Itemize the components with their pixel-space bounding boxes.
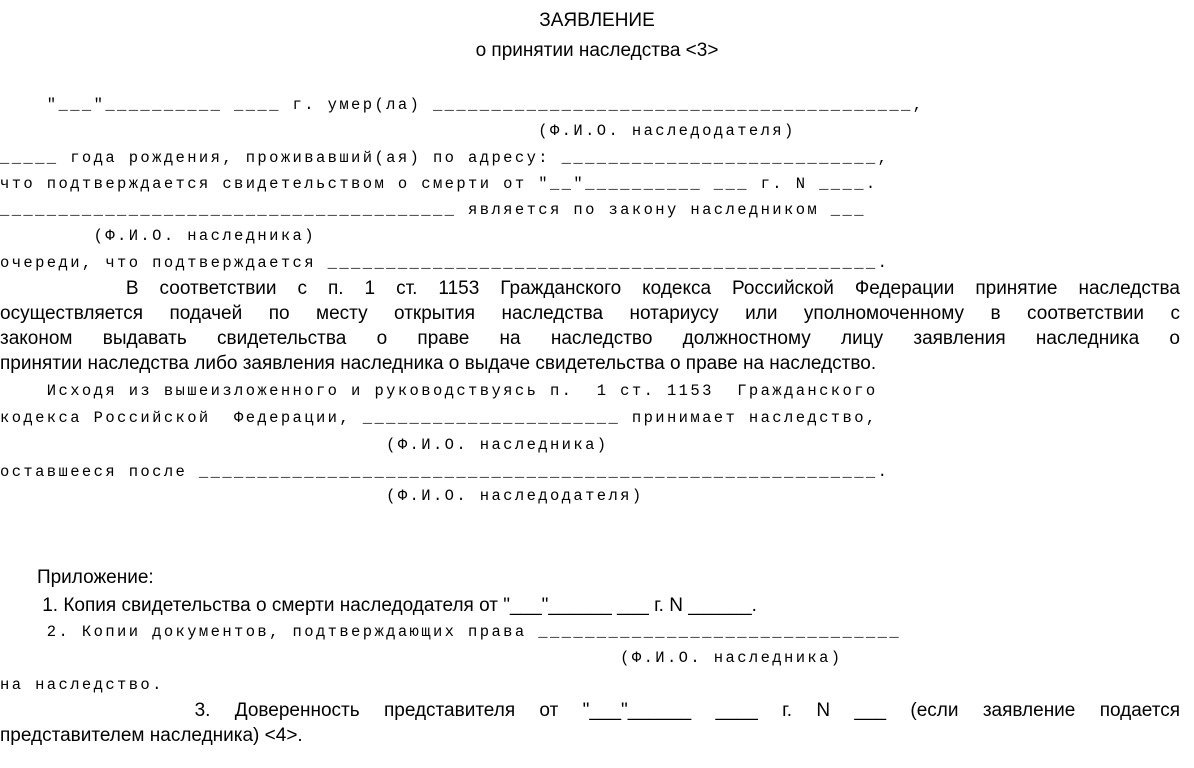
heir-name-caption-3: (Ф.И.О. наследника) xyxy=(0,649,843,667)
appendix-item-2: 2. Копии документов, подтверждающих права _______________________________ xyxy=(0,623,902,641)
legal-paragraph-line-4: принятии наследства либо заявления наследника о выдаче свидетельства о праве на наследство. xyxy=(0,353,877,374)
appendix-item-1: 1. Копия свидетельства о смерти наследодателя от "___"______ ___ г. N ______. xyxy=(0,595,757,616)
testator-name-caption: (Ф.И.О. наследодателя) xyxy=(0,122,796,140)
birth-address-line: _____ года рождения, проживавший(ая) по адресу: ___________________________, xyxy=(0,149,890,167)
appendix-item-3-continued: представителем наследника) <4>. xyxy=(0,725,303,746)
heir-order-line: очереди, что подтверждается _______________________________________________. xyxy=(0,254,890,272)
legal-paragraph-line-2: осуществляется подачей по месту открытия наследства нотариусу или уполномоченному в соответствии с xyxy=(0,303,1180,324)
appendix-item-2-continued: на наследство. xyxy=(0,676,164,694)
heir-by-law-line: _______________________________________ является по закону наследником ___ xyxy=(0,201,866,219)
heir-name-caption-2: (Ф.И.О. наследника) xyxy=(0,436,609,454)
inheritance-left-line: оставшееся после __________________________________________________________. xyxy=(0,463,890,481)
acceptance-line-2: кодекса Российской Федерации, ______________________ принимает наследство, xyxy=(0,409,878,427)
acceptance-line-1: Исходя из вышеизложенного и руководствуясь п. 1 ст. 1153 Гражданского xyxy=(0,382,878,400)
legal-paragraph-line-3: законом выдавать свидетельства о праве на наследство должностному лицу заявления наследника о xyxy=(0,328,1180,349)
testator-name-caption-2: (Ф.И.О. наследодателя) xyxy=(0,487,644,505)
legal-paragraph-line-1: В соответствии с п. 1 ст. 1153 Гражданского кодекса Российской Федерации принятие наследства xyxy=(0,278,1180,299)
document-subtitle: о принятии наследства <3> xyxy=(475,40,719,61)
appendix-item-3: 3. Доверенность представителя от "___"______ ____ г. N ___ (если заявление подается xyxy=(0,700,1180,721)
heir-name-caption: (Ф.И.О. наследника) xyxy=(0,227,316,245)
death-date-line: "___"__________ ____ г. умер(ла) _________________________________________, xyxy=(0,96,925,114)
document-title: ЗАЯВЛЕНИЕ xyxy=(539,10,655,31)
appendix-heading: Приложение: xyxy=(0,567,154,588)
death-certificate-line: что подтверждается свидетельством о смерти от "__"__________ ___ г. N ____. xyxy=(0,175,878,193)
